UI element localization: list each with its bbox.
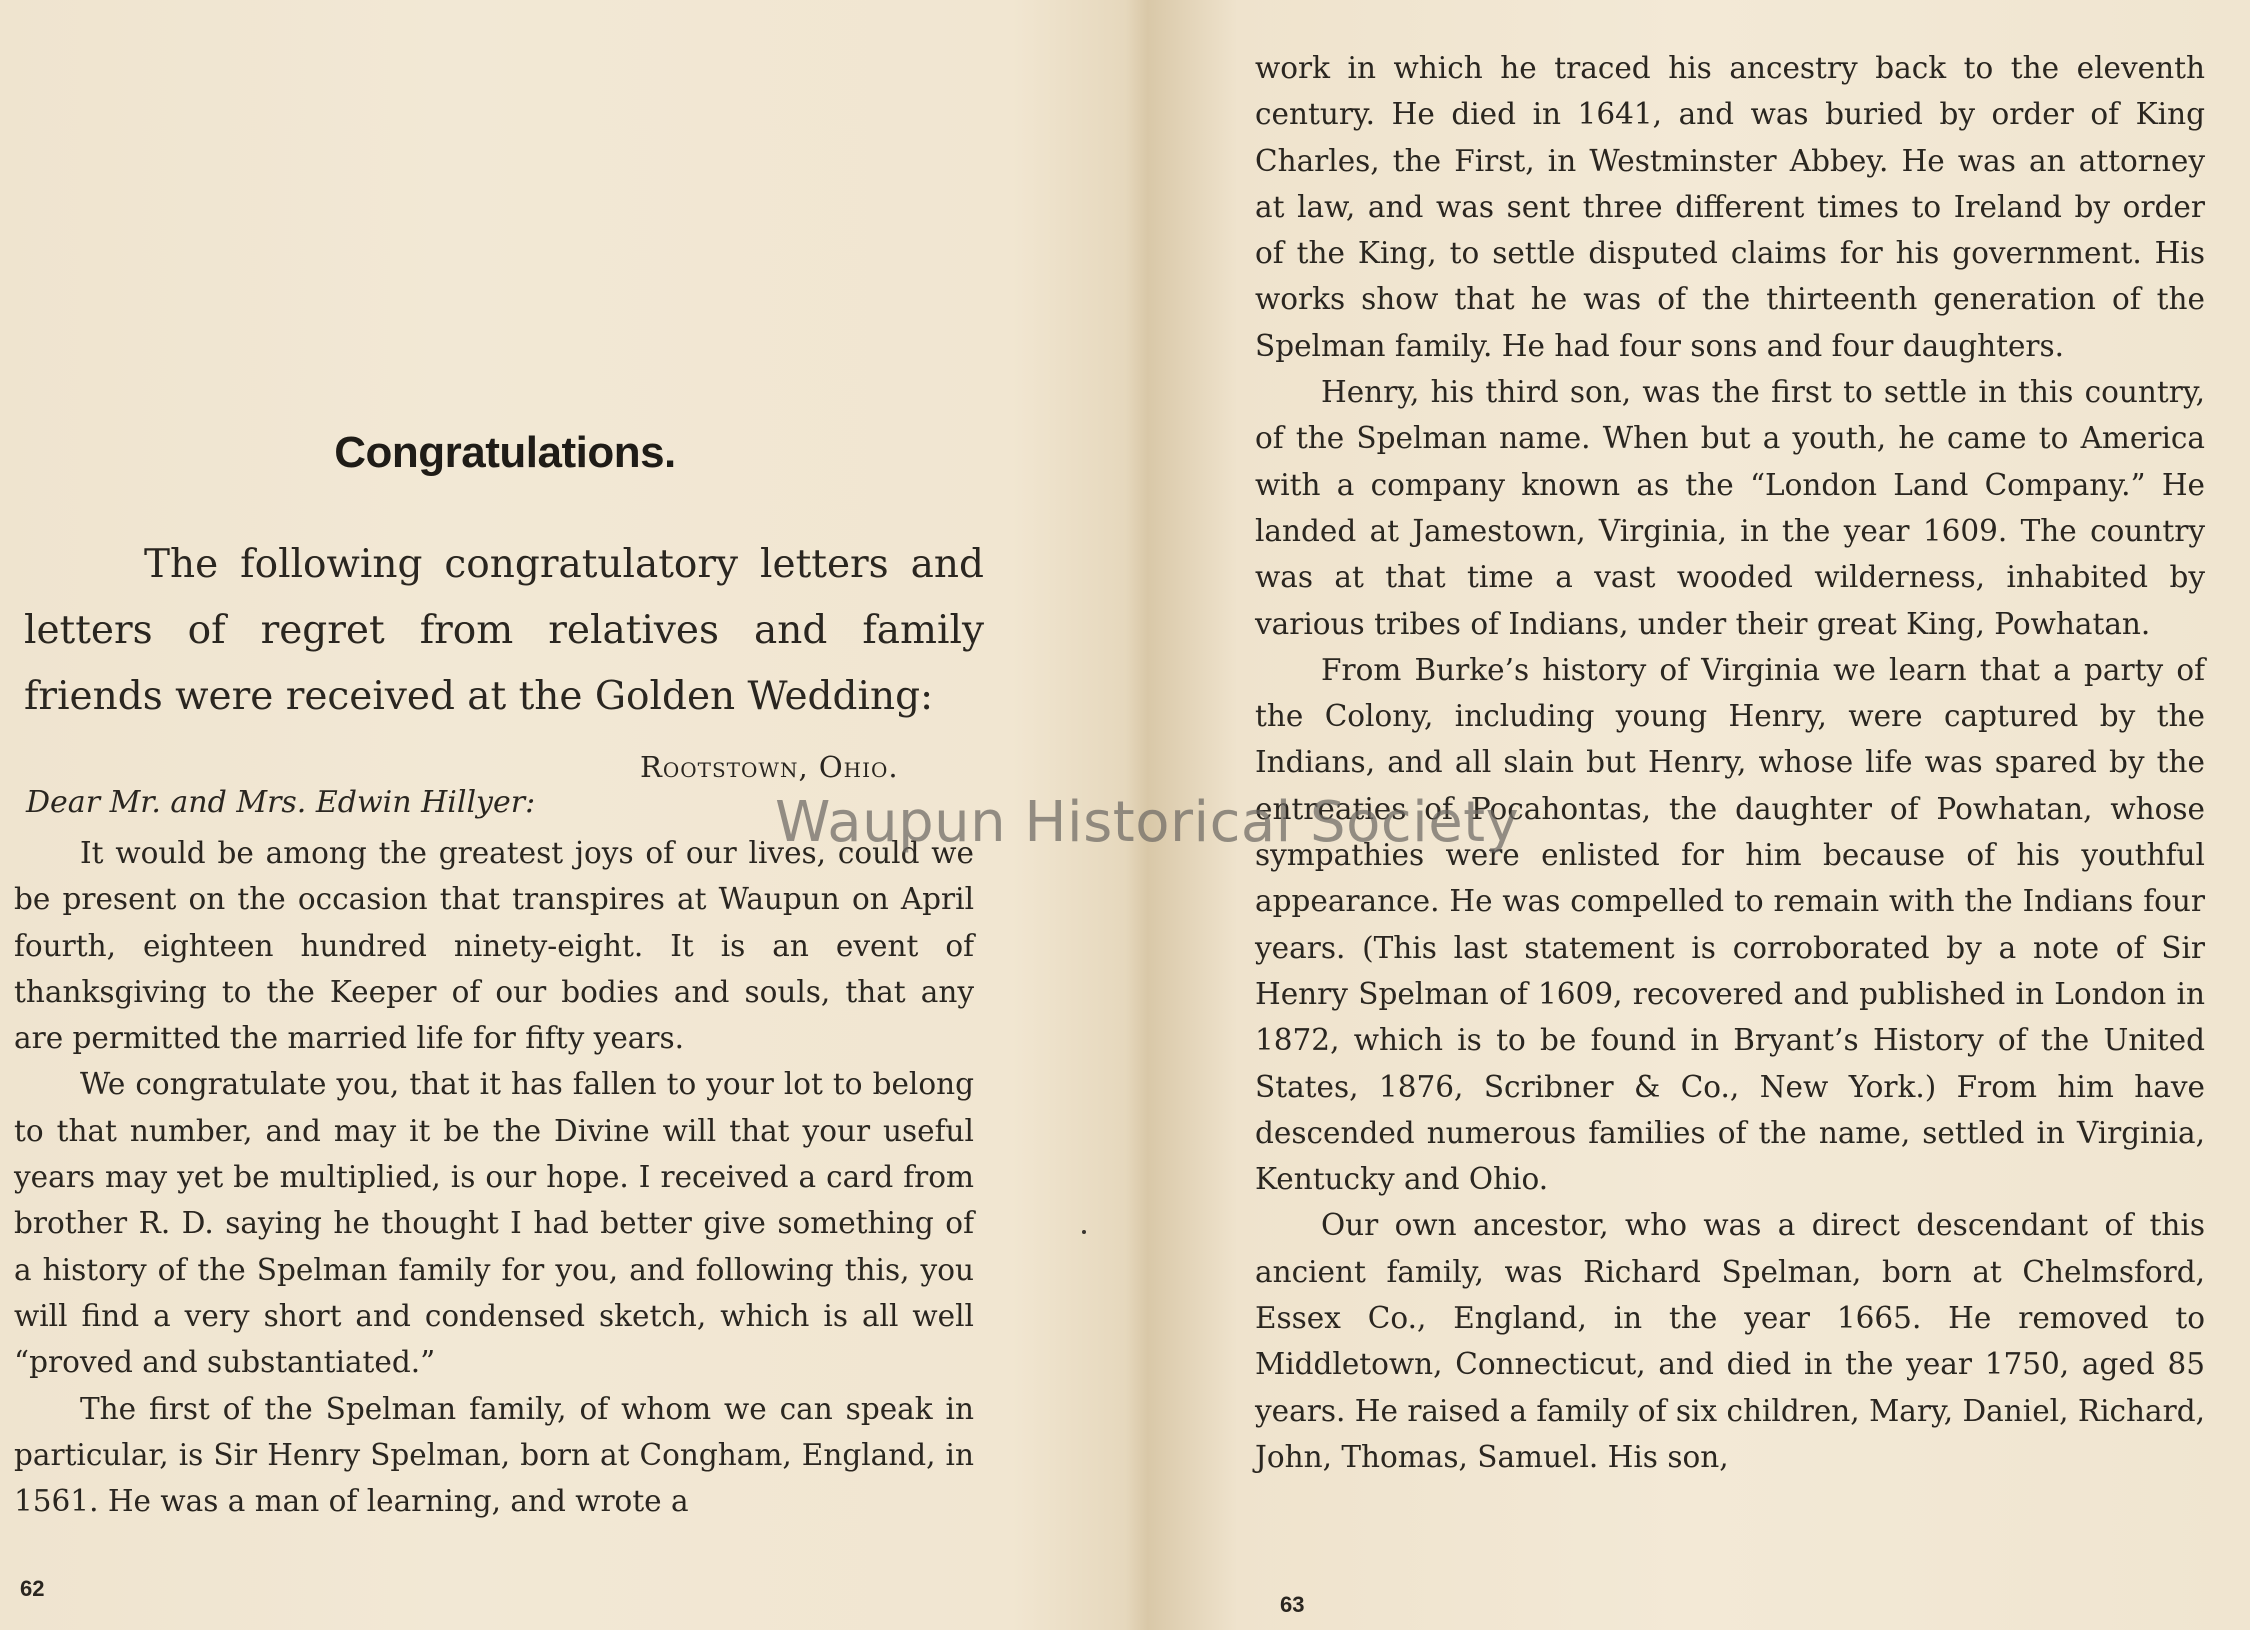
- history-body: [1255, 45, 2205, 1480]
- paragraph: It would be among the greatest joys of our lives, could we be present on the occasion that transpires at Waupun on April fourth, eighteen hundred ninety-eight. It is an event of thanksgiving to the Keeper of our bodies and souls, that any are permitted the married life for fifty years.: [14, 836, 974, 1056]
- letter-place: Rootstown, Ohio.: [640, 750, 899, 784]
- page-number-left: 62: [20, 1576, 45, 1601]
- watermark: Waupun Historical Society: [775, 790, 1520, 855]
- letter-body: [14, 830, 974, 1524]
- page-title: Congratulations.: [334, 428, 676, 477]
- page-number-right: 63: [1280, 1592, 1305, 1617]
- gutter-mark: [1082, 1230, 1086, 1234]
- paragraph: We congratulate you, that it has fallen to your lot to belong to that number, and may it be the Divine will that your useful years may yet be multiplied, is our hope. I received a card from brother R. D. saying he thought I had better give something of a history of the Spelman family for you, and following this, you will find a very short and condensed sketch, which is all well “proved and substantiated.”: [14, 1067, 974, 1380]
- paragraph: Our own ancestor, who was a direct descendant of this ancient family, was Richard Spelman, born at Chelmsford, Essex Co., England, in the year 1665. He removed to Middletown, Connecticut, and died in the year 1750, aged 85 years. He raised a family of six children, Mary, Daniel, Richard, John, Thomas, Samuel. His son,: [1255, 1208, 2205, 1474]
- paragraph: From Burke’s history of Virginia we learn that a party of the Colony, including young Henry, were captured by the Indians, and all slain but Henry, whose life was spared by the entreaties of Pocahontas, the daughter of Powhatan, whose sympathies were enlisted for him because of his youthful appearance. He was compelled to remain with the Indians four years. (This last statement is corroborated by a note of Sir Henry Spelman of 1609, recovered and published in London in 1872, which is to be found in Bryant’s History of the United States, 1876, Scribner & Co., New York.) From him have descended numerous families of the name, settled in Virginia, Kentucky and Ohio.: [1255, 652, 2205, 1197]
- paragraph: The first of the Spelman family, of whom we can speak in particular, is Sir Henry Spelman, born at Congham, England, in 1561. He was a man of learning, and wrote a: [14, 1391, 974, 1519]
- paragraph: work in which he traced his ancestry back to the eleventh century. He died in 1641, and was buried by order of King Charles, the First, in Westminster Abbey. He was an attorney at law, and was sent three different times to Ireland by order of the King, to settle disputed claims for his government. His works show that he was of the thirteenth generation of the Spelman family. He had four sons and four daughters.: [1255, 51, 2205, 363]
- paragraph: Henry, his third son, was the first to settle in this country, of the Spelman name. When but a youth, he came to America with a company known as the “London Land Company.” He landed at Jamestown, Virginia, in the year 1609. The country was at that time a vast wooded wilderness, inhabited by various tribes of Indians, under their great King, Powhatan.: [1255, 375, 2205, 641]
- letter-salutation: Dear Mr. and Mrs. Edwin Hillyer:: [26, 785, 536, 820]
- intro-paragraph: The following congratulatory letters and letters of regret from relatives and family friends were received at the Golden Wedding:: [24, 542, 984, 719]
